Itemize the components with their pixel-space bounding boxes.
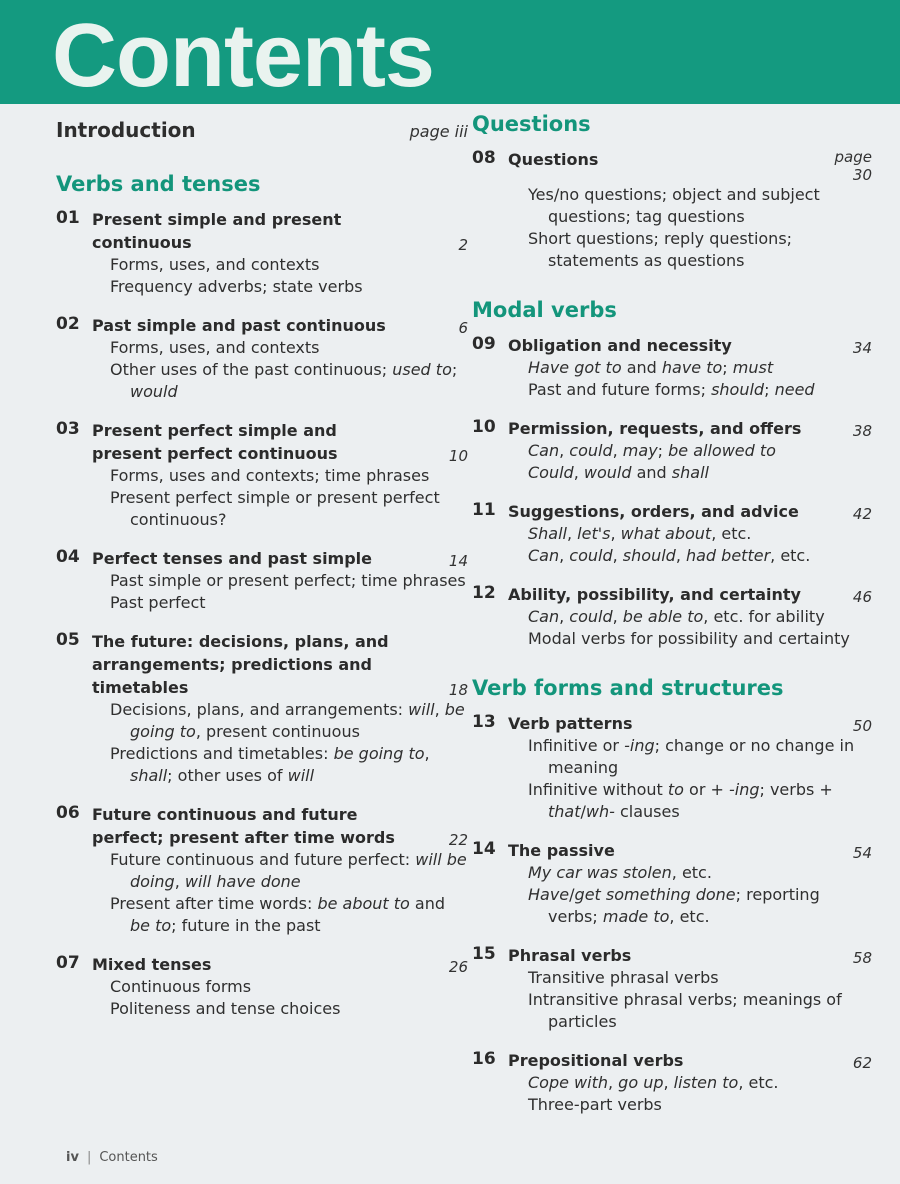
unit-subtopic: Cope with, go up, listen to, etc. bbox=[528, 1073, 779, 1092]
intro-label: Introduction bbox=[56, 118, 196, 142]
unit-title: Questions bbox=[508, 150, 599, 169]
unit-header bbox=[472, 334, 872, 357]
toc-unit bbox=[472, 148, 872, 272]
unit-page-number: 58 bbox=[852, 949, 872, 967]
unit-title: Ability, possibility, and certainty bbox=[508, 585, 801, 604]
unit-title: The passive bbox=[508, 841, 615, 860]
footer-separator: | bbox=[86, 1150, 92, 1165]
unit-subtopic: Forms, uses, and contexts bbox=[110, 255, 320, 274]
toc-unit bbox=[472, 334, 872, 401]
unit-subtopic: Yes/no questions; object and subject questions; tag questions bbox=[528, 185, 820, 226]
unit-subtopic: Modal verbs for possibility and certainty bbox=[528, 629, 850, 648]
footer-page-number: iv bbox=[66, 1150, 79, 1165]
section-heading: Verb forms and structures bbox=[472, 676, 784, 700]
toc-section bbox=[56, 172, 468, 1020]
toc-unit bbox=[472, 583, 872, 650]
intro-entry bbox=[56, 118, 468, 142]
unit-number: 15 bbox=[472, 944, 496, 964]
unit-subtopic: Can, could, be able to, etc. for ability bbox=[528, 607, 825, 626]
unit-number: 01 bbox=[56, 208, 80, 228]
unit-header bbox=[472, 839, 872, 862]
unit-header bbox=[56, 419, 468, 465]
section-heading: Verbs and tenses bbox=[56, 172, 261, 196]
unit-header bbox=[472, 1049, 872, 1072]
unit-subtopic: Have/get something done; reporting verbs; made to, etc. bbox=[528, 885, 820, 926]
unit-page-number: 6 bbox=[458, 319, 468, 337]
unit-title: Perfect tenses and past simple bbox=[92, 549, 373, 568]
toc-unit bbox=[56, 630, 468, 787]
unit-subtopic: Past perfect bbox=[110, 593, 206, 612]
toc-unit bbox=[472, 417, 872, 484]
toc-unit bbox=[56, 419, 468, 531]
unit-subtopic: Other uses of the past continuous; used to; would bbox=[110, 360, 458, 401]
left-sections bbox=[56, 172, 468, 1020]
unit-subtopic: Past simple or present perfect; time phrases bbox=[110, 571, 466, 590]
unit-number: 09 bbox=[472, 334, 496, 354]
unit-number: 11 bbox=[472, 500, 496, 520]
toc-unit bbox=[56, 953, 468, 1020]
unit-title: Past simple and past continuous bbox=[92, 316, 386, 335]
unit-page-number: 22 bbox=[448, 831, 468, 849]
unit-page-number: 54 bbox=[852, 844, 872, 862]
unit-subtopic: Politeness and tense choices bbox=[110, 999, 341, 1018]
unit-subtopic: Transitive phrasal verbs bbox=[528, 968, 719, 987]
toc-unit bbox=[472, 944, 872, 1033]
unit-page-number: 10 bbox=[448, 447, 468, 465]
unit-header bbox=[472, 500, 872, 523]
unit-title: Phrasal verbs bbox=[508, 946, 632, 965]
toc-unit bbox=[56, 803, 468, 937]
section-heading: Questions bbox=[472, 112, 591, 136]
unit-header bbox=[56, 208, 468, 254]
right-sections bbox=[472, 112, 872, 1116]
unit-title: Obligation and necessity bbox=[508, 336, 732, 355]
unit-page-number: page 30 bbox=[834, 148, 872, 184]
left-column bbox=[56, 112, 468, 1036]
unit-subtopic: Can, could, may; be allowed to bbox=[528, 441, 776, 460]
unit-page-number: 34 bbox=[852, 339, 872, 357]
unit-number: 12 bbox=[472, 583, 496, 603]
unit-number: 16 bbox=[472, 1049, 496, 1069]
unit-subtopic: Infinitive without to or + -ing; verbs + that/wh- clauses bbox=[528, 780, 833, 821]
toc-unit bbox=[472, 500, 872, 567]
unit-number: 05 bbox=[56, 630, 80, 650]
unit-subtopic: Present after time words: be about to and be to; future in the past bbox=[110, 894, 446, 935]
section-heading: Modal verbs bbox=[472, 298, 617, 322]
unit-page-number: 46 bbox=[852, 588, 872, 606]
unit-header bbox=[56, 547, 468, 570]
unit-title: Present simple and present continuous bbox=[92, 210, 342, 252]
unit-subtopic: Have got to and have to; must bbox=[528, 358, 774, 377]
unit-header bbox=[472, 148, 872, 184]
unit-title: Mixed tenses bbox=[92, 955, 212, 974]
unit-subtopic: Intransitive phrasal verbs; meanings of particles bbox=[528, 990, 842, 1031]
toc-section bbox=[472, 298, 872, 650]
unit-page-number: 14 bbox=[448, 552, 468, 570]
unit-subtopic: Could, would and shall bbox=[528, 463, 709, 482]
unit-number: 06 bbox=[56, 803, 80, 823]
unit-number: 02 bbox=[56, 314, 80, 334]
page-title: Contents bbox=[52, 6, 434, 106]
unit-subtopic: Past and future forms; should; need bbox=[528, 380, 815, 399]
toc-unit bbox=[472, 839, 872, 928]
unit-subtopic: Infinitive or -ing; change or no change in meaning bbox=[528, 736, 855, 777]
toc-section bbox=[472, 112, 872, 272]
unit-number: 03 bbox=[56, 419, 80, 439]
right-column bbox=[472, 112, 872, 1132]
unit-number: 10 bbox=[472, 417, 496, 437]
unit-page-number: 18 bbox=[448, 681, 468, 699]
unit-subtopic: Continuous forms bbox=[110, 977, 252, 996]
unit-title: Suggestions, orders, and advice bbox=[508, 502, 799, 521]
unit-page-number: 26 bbox=[448, 958, 468, 976]
unit-subtopic: My car was stolen, etc. bbox=[528, 863, 712, 882]
unit-subtopic: Predictions and timetables: be going to, shall; other uses of will bbox=[110, 744, 430, 785]
unit-subtopic: Three-part verbs bbox=[528, 1095, 662, 1114]
unit-subtopic: Short questions; reply questions; statements as questions bbox=[528, 229, 793, 270]
toc-unit bbox=[472, 1049, 872, 1116]
unit-number: 08 bbox=[472, 148, 496, 168]
unit-subtopic: Decisions, plans, and arrangements: will, be going to, present continuous bbox=[110, 700, 465, 741]
unit-header bbox=[472, 583, 872, 606]
toc-unit bbox=[56, 208, 468, 298]
unit-header bbox=[56, 314, 468, 337]
unit-page-number: 42 bbox=[852, 505, 872, 523]
unit-title: Future continuous and future perfect; present after time words bbox=[92, 805, 395, 847]
unit-title: Permission, requests, and offers bbox=[508, 419, 802, 438]
unit-title: Present perfect simple and present perfect continuous bbox=[92, 421, 338, 463]
unit-number: 07 bbox=[56, 953, 80, 973]
toc-unit bbox=[56, 314, 468, 403]
unit-number: 13 bbox=[472, 712, 496, 732]
unit-subtopic: Forms, uses and contexts; time phrases bbox=[110, 466, 430, 485]
unit-header bbox=[56, 953, 468, 976]
unit-header bbox=[56, 630, 468, 699]
footer-label: Contents bbox=[99, 1150, 158, 1165]
unit-page-number: 50 bbox=[852, 717, 872, 735]
page-footer bbox=[66, 1150, 158, 1165]
unit-header bbox=[472, 417, 872, 440]
unit-title: Verb patterns bbox=[508, 714, 633, 733]
unit-subtopic: Future continuous and future perfect: will be doing, will have done bbox=[110, 850, 467, 891]
unit-title: The future: decisions, plans, and arrangements; predictions and timetables bbox=[92, 632, 389, 697]
unit-title: Prepositional verbs bbox=[508, 1051, 684, 1070]
toc-unit bbox=[472, 712, 872, 823]
unit-header bbox=[56, 803, 468, 849]
unit-number: 04 bbox=[56, 547, 80, 567]
unit-subtopic: Present perfect simple or present perfect continuous? bbox=[110, 488, 440, 529]
unit-page-number: 38 bbox=[852, 422, 872, 440]
unit-page-number: 62 bbox=[852, 1054, 872, 1072]
unit-number: 14 bbox=[472, 839, 496, 859]
toc-section bbox=[472, 676, 872, 1116]
unit-subtopic: Forms, uses, and contexts bbox=[110, 338, 320, 357]
intro-page: page iii bbox=[409, 122, 468, 141]
toc-unit bbox=[56, 547, 468, 614]
unit-subtopic: Shall, let's, what about, etc. bbox=[528, 524, 752, 543]
unit-subtopic: Frequency adverbs; state verbs bbox=[110, 277, 363, 296]
unit-header bbox=[472, 712, 872, 735]
unit-page-number: 2 bbox=[458, 236, 468, 254]
unit-header bbox=[472, 944, 872, 967]
unit-subtopic: Can, could, should, had better, etc. bbox=[528, 546, 811, 565]
